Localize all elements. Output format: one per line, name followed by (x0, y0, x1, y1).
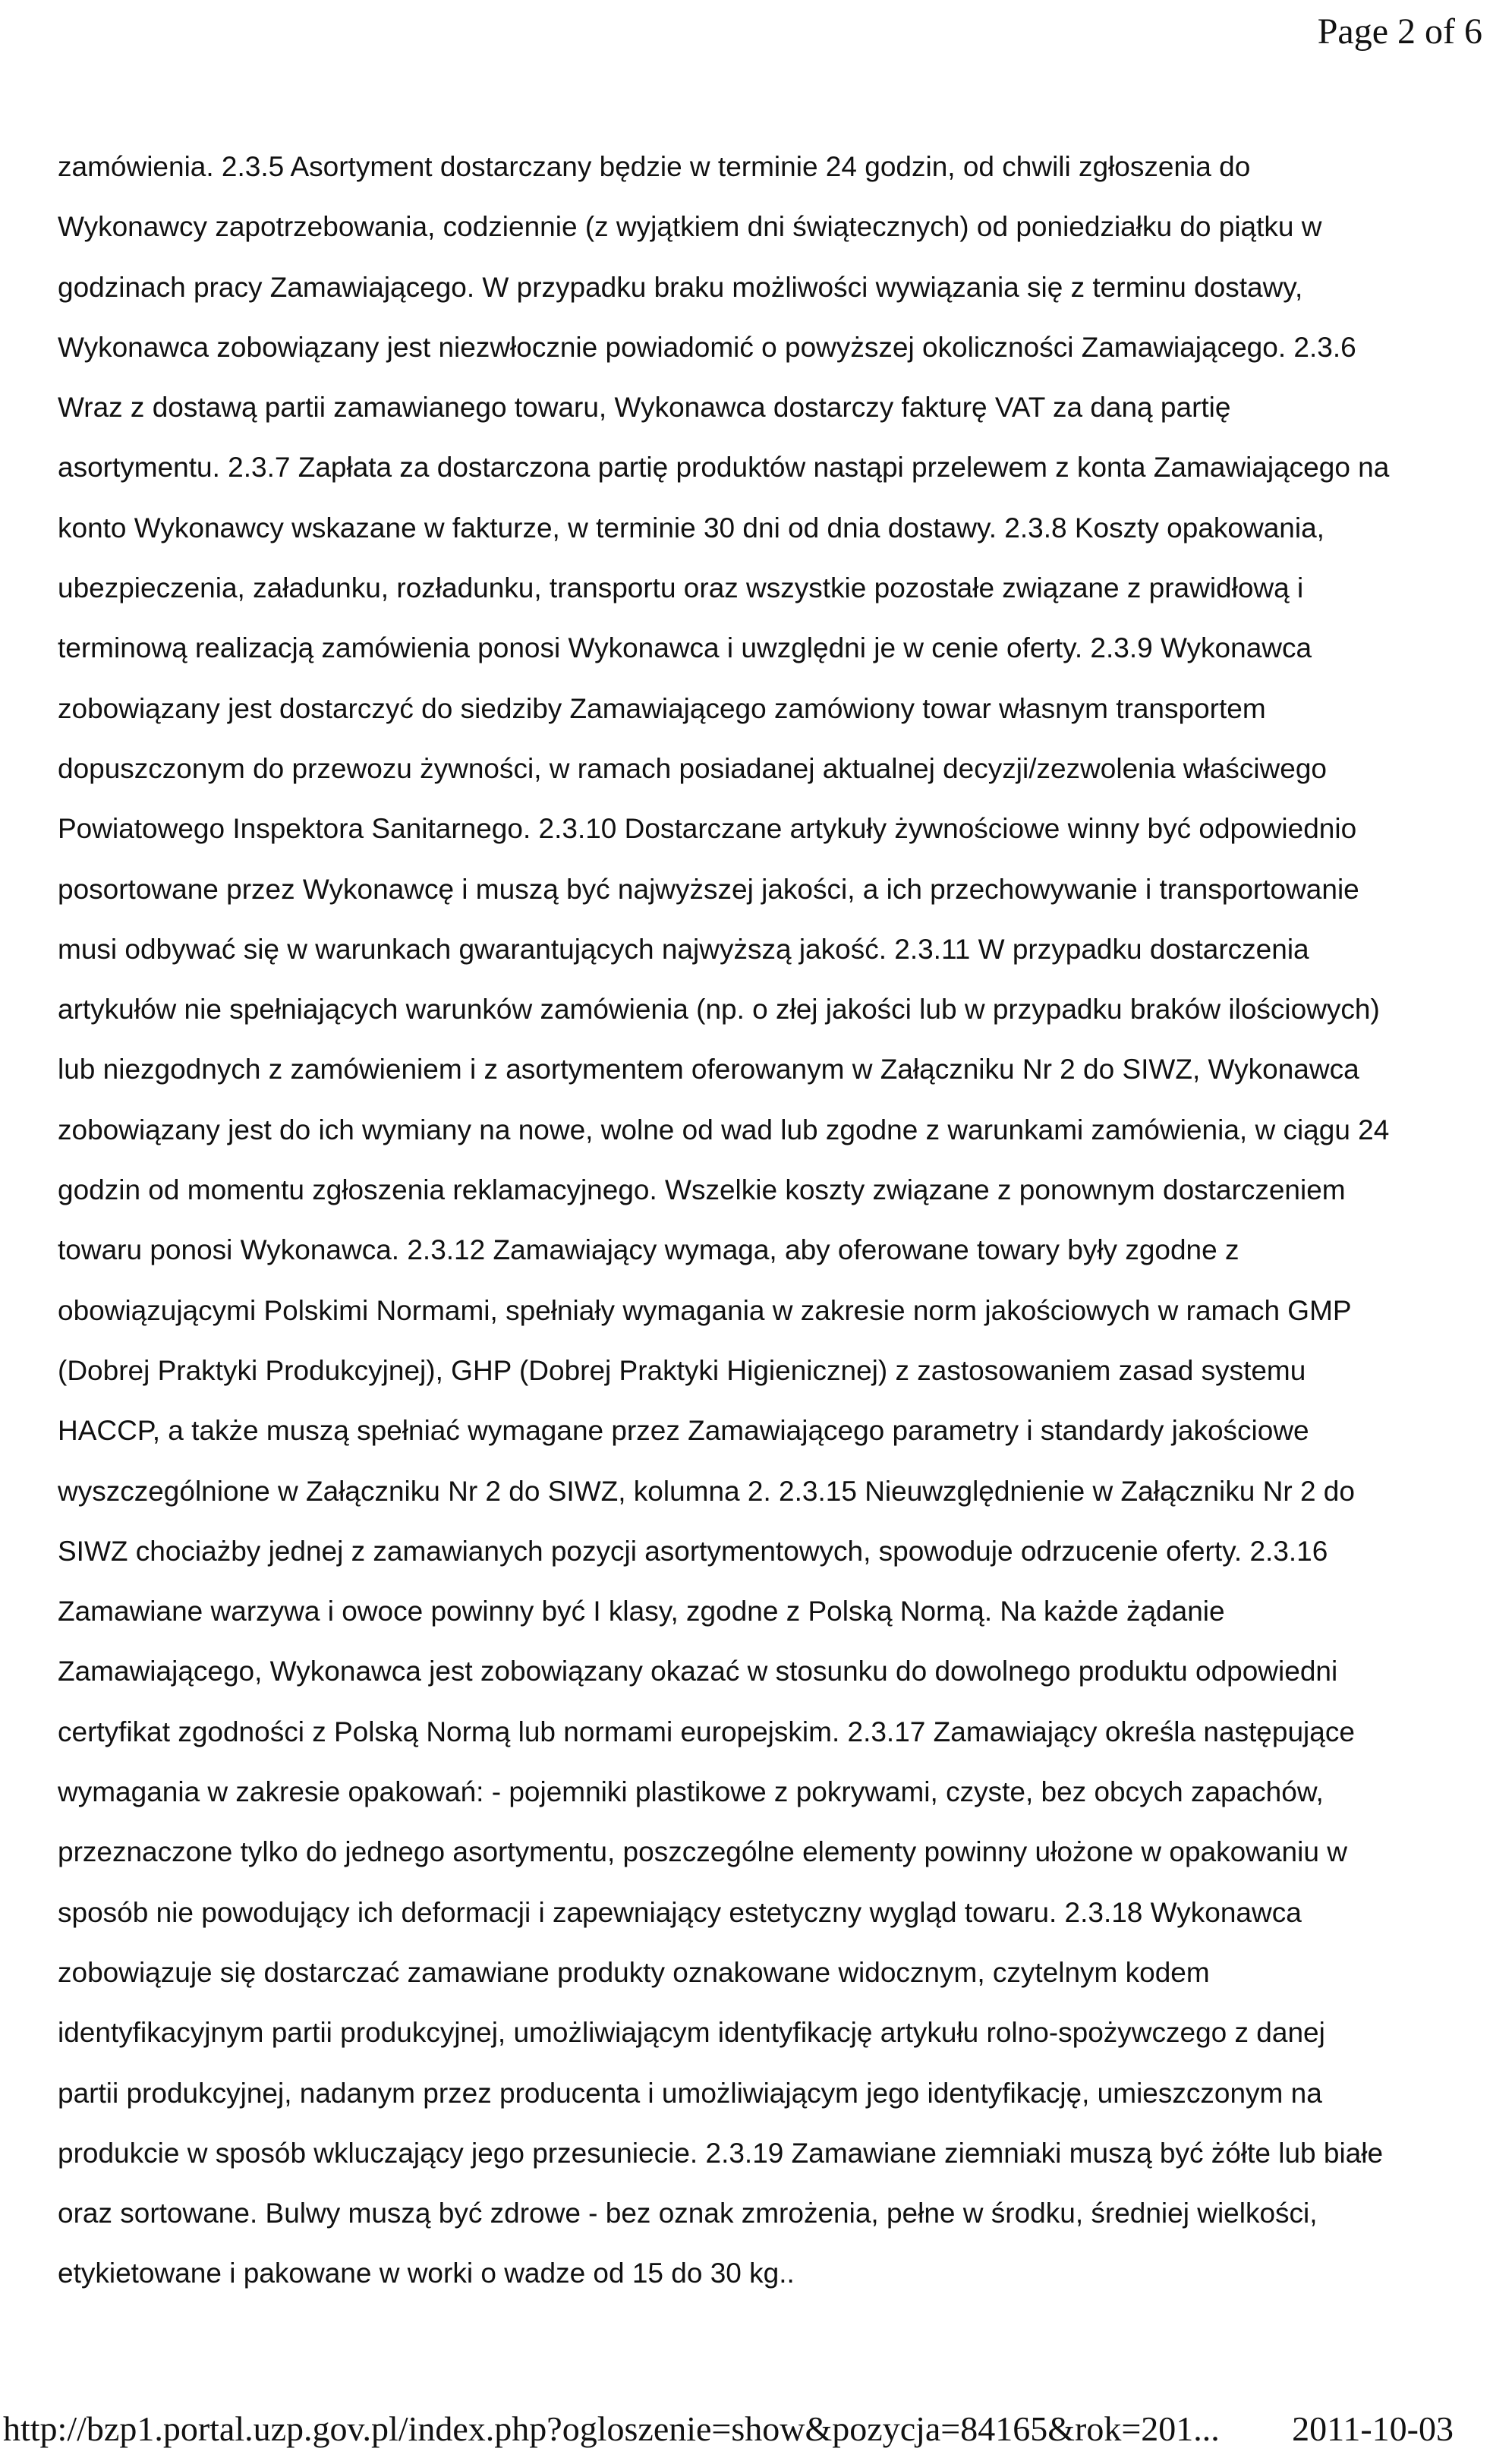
body-line: wymagania w zakresie opakowań: - pojemniki plastikowe z pokrywami, czyste, bez obcych zapachów, (58, 1776, 1324, 1808)
page-footer (0, 2406, 1493, 2452)
body-line: Wykonawcy zapotrzebowania, codziennie (z wyjątkiem dni świątecznych) od poniedziałku do piątku w (58, 211, 1322, 243)
body-line: asortymentu. 2.3.7 Zapłata za dostarczona partię produktów nastąpi przelewem z konta Zamawiającego na (58, 452, 1390, 484)
body-line: Wraz z dostawą partii zamawianego towaru, Wykonawca dostarczy fakturę VAT za daną partię (58, 392, 1231, 424)
body-line: HACCP, a także muszą spełniać wymagane przez Zamawiającego parametry i standardy jakościowe (58, 1415, 1309, 1447)
body-line: partii produkcyjnej, nadanym przez producenta i umożliwiającym jego identyfikację, umieszczonym na (58, 2077, 1322, 2109)
body-line: musi odbywać się w warunkach gwarantujących najwyższą jakość. 2.3.11 W przypadku dostarczenia (58, 933, 1309, 965)
body-line: sposób nie powodujący ich deformacji i zapewniający estetyczny wygląd towaru. 2.3.18 Wykonawca (58, 1896, 1302, 1928)
footer-date: 2011-10-03 (1292, 2409, 1454, 2448)
body-line: lub niezgodnych z zamówieniem i z asortymentem oferowanym w Załączniku Nr 2 do SIWZ, Wykonawca (58, 1054, 1359, 1085)
footer-url[interactable]: http://bzp1.portal.uzp.gov.pl/index.php?ogloszenie=show&pozycja=84165&rok=201... (3, 2409, 1220, 2448)
body-line: dopuszczonym do przewozu żywności, w ramach posiadanej aktualnej decyzji/zezwolenia właściwego (58, 752, 1327, 784)
body-line: wyszczególnione w Załączniku Nr 2 do SIWZ, kolumna 2. 2.3.15 Nieuwzględnienie w Załączniku Nr 2 do (58, 1475, 1355, 1507)
body-line: etykietowane i pakowane w worki o wadze od 15 do 30 kg.. (58, 2258, 795, 2289)
page-number: Page 2 of 6 (1317, 11, 1482, 52)
body-line: zobowiązany jest dostarczyć do siedziby Zamawiającego zamówiony towar własnym transportem (58, 692, 1266, 724)
body-line: certyfikat zgodności z Polską Normą lub normami europejskim. 2.3.17 Zamawiający określa następujące (58, 1716, 1355, 1747)
document-body (58, 137, 1469, 2304)
body-line: konto Wykonawcy wskazane w fakturze, w terminie 30 dni od dnia dostawy. 2.3.8 Koszty opakowania, (58, 512, 1324, 544)
body-line: obowiązującymi Polskimi Normami, spełniały wymagania w zakresie norm jakościowych w ramach GMP (58, 1294, 1352, 1326)
body-line: (Dobrej Praktyki Produkcyjnej), GHP (Dobrej Praktyki Higienicznej) z zastosowaniem zasad systemu (58, 1354, 1306, 1386)
body-line: Zamawiającego, Wykonawca jest zobowiązany okazać w stosunku do dowolnego produktu odpowiedni (58, 1656, 1338, 1687)
body-line: godzin od momentu zgłoszenia reklamacyjnego. Wszelkie koszty związane z ponownym dostarczeniem (58, 1174, 1346, 1206)
body-line: produkcie w sposób wkluczający jego przesuniecie. 2.3.19 Zamawiane ziemniaki muszą być żółte lub białe (58, 2137, 1384, 2169)
body-line: ubezpieczenia, załadunku, rozładunku, transportu oraz wszystkie pozostałe związane z prawidłową i (58, 572, 1304, 604)
body-line: zobowiązany jest do ich wymiany na nowe, wolne od wad lub zgodne z warunkami zamówienia, w ciągu 24 (58, 1114, 1390, 1145)
body-line: terminową realizacją zamówienia ponosi Wykonawca i uwzględni je w cenie oferty. 2.3.9 Wykonawca (58, 632, 1312, 664)
body-line: towaru ponosi Wykonawca. 2.3.12 Zamawiający wymaga, aby oferowane towary były zgodne z (58, 1234, 1239, 1266)
body-line: godzinach pracy Zamawiającego. W przypadku braku możliwości wywiązania się z terminu dostawy, (58, 271, 1303, 303)
body-line: Zamawiane warzywa i owoce powinny być I klasy, zgodne z Polską Normą. Na każde żądanie (58, 1596, 1225, 1627)
body-line: identyfikacyjnym partii produkcyjnej, umożliwiającym identyfikację artykułu rolno-spożywczego z danej (58, 2017, 1325, 2049)
body-line: SIWZ chociażby jednej z zamawianych pozycji asortymentowych, spowoduje odrzucenie oferty. 2.3.16 (58, 1535, 1328, 1567)
body-line: zamówienia. 2.3.5 Asortyment dostarczany będzie w terminie 24 godzin, od chwili zgłoszenia do (58, 151, 1251, 182)
body-line: artykułów nie spełniających warunków zamówienia (np. o złej jakości lub w przypadku braków ilościowych) (58, 994, 1380, 1026)
body-line: posortowane przez Wykonawcę i muszą być najwyższej jakości, a ich przechowywanie i transportowanie (58, 873, 1359, 905)
body-line: przeznaczone tylko do jednego asortymentu, poszczególne elementy powinny ułożone w opakowaniu w (58, 1836, 1347, 1868)
body-line: zobowiązuje się dostarczać zamawiane produkty oznakowane widocznym, czytelnym kodem (58, 1956, 1210, 1988)
body-line: oraz sortowane. Bulwy muszą być zdrowe - bez oznak zmrożenia, pełne w środku, średniej wielkości, (58, 2198, 1318, 2229)
body-line: Wykonawca zobowiązany jest niezwłocznie powiadomić o powyższej okoliczności Zamawiającego. 2.3.6 (58, 331, 1356, 363)
body-line: Powiatowego Inspektora Sanitarnego. 2.3.10 Dostarczane artykuły żywnościowe winny być odpowiednio (58, 813, 1357, 845)
